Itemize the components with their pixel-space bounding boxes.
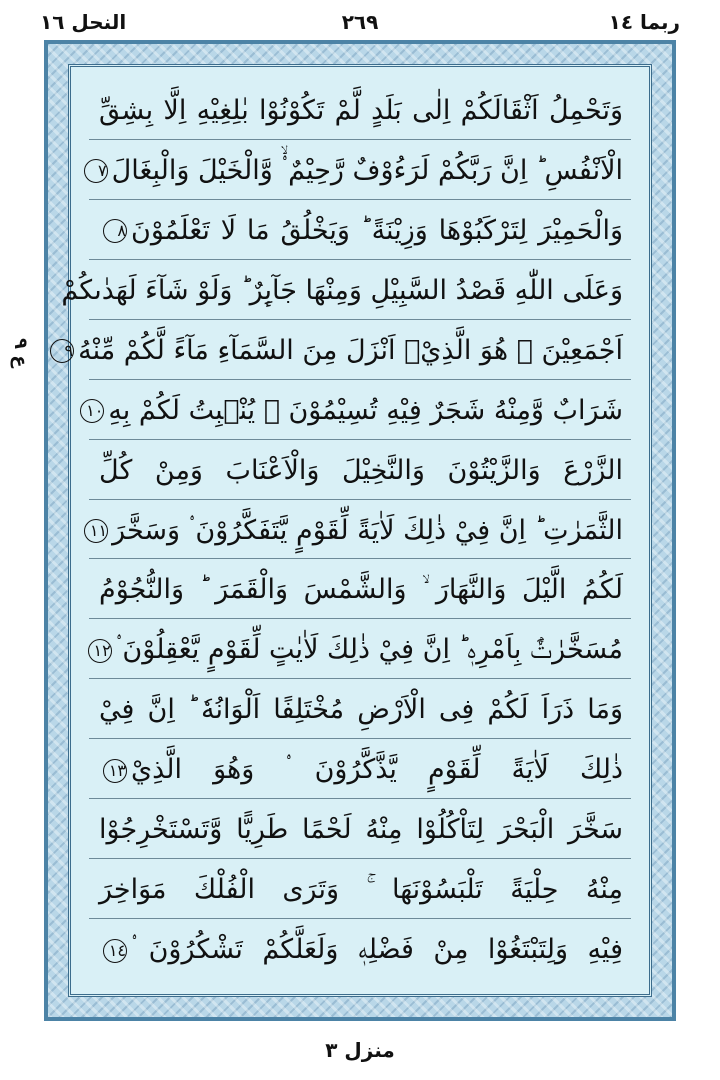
verse-line-8 <box>89 501 623 561</box>
ayah-marker: ١٢ <box>88 639 112 663</box>
line-rule <box>89 678 631 679</box>
verse-line-6 <box>86 381 623 441</box>
line-rule <box>89 319 631 320</box>
line-text: وَعَلَى اللّٰهِ قَصْدُ السَّبِيْلِ وَمِنْهَا جَآىِٕرٌ ؕ وَلَوْ شَآءَ لَهَدٰىكُمْ <box>61 274 623 306</box>
page-border <box>44 40 676 1021</box>
line-text: وَمَا ذَرَاَ لَكُمْ فِى الْاَرْضِ مُخْتَلِفًا اَلْوَانُهٗ ؕ اِنَّ فِيْ <box>99 694 623 726</box>
line-text: الثَّمَرٰتِ ؕ اِنَّ فِيْ ذٰلِكَ لَاٰيَةً لِّقَوْمٍ يَّتَفَكَّرُوْنَ ۟ وَسَخَّرَ <box>112 514 623 546</box>
line-text: وَالْحَمِيْرَ لِتَرْكَبُوْهَا وَزِيْنَةً ؕ وَيَخْلُقُ مَا لَا تَعْلَمُوْنَ <box>131 214 623 246</box>
line-text: اَجْمَعِيْنَ ۟ هُوَ الَّذِيْۤ اَنْزَلَ مِنَ السَّمَآءِ مَآءً لَّكُمْ مِّنْهُ <box>78 334 623 366</box>
verse-line-1 <box>99 81 623 141</box>
manzil-footer: منزل ٣ <box>325 1038 395 1062</box>
line-rule <box>89 798 631 799</box>
header-juz: ربما ١٤ <box>608 10 680 34</box>
line-text: فِيْهِ وَلِتَبْتَغُوْا مِنْ فَضْلِهٖ وَلَعَلَّكُمْ تَشْكُرُوْنَ ۟ <box>131 934 623 966</box>
ayah-marker: ٨ <box>103 219 127 243</box>
verse-line-11 <box>99 680 623 740</box>
line-rule <box>89 558 631 559</box>
ayah-marker: ١١ <box>84 519 108 543</box>
verse-line-3 <box>99 201 623 261</box>
line-rule <box>89 918 631 919</box>
ayah-marker: ١٣ <box>103 759 127 783</box>
line-rule <box>89 499 631 500</box>
line-text: وَتَحْمِلُ اَثْقَالَكُمْ اِلٰى بَلَدٍ لَّمْ تَكُوْنُوْا بٰلِغِيْهِ اِلَّا بِشِقِّ <box>99 95 623 126</box>
line-text: مُسَخَّرٰتٌۢ بِاَمْرِهٖ ؕ اِنَّ فِيْ ذٰلِكَ لَاٰيٰتٍ لِّقَوْمٍ يَّعْقِلُوْنَ ۟ <box>115 634 623 666</box>
verse-line-4 <box>61 261 623 321</box>
verse-line-13 <box>99 800 623 860</box>
line-rule <box>89 858 631 859</box>
line-rule <box>89 199 631 200</box>
line-text: الْاَنْفُسِ ؕ اِنَّ رَبَّكُمْ لَرَءُوْفٌ رَّحِيْمٌ ۟ۙ وَّالْخَيْلَ وَالْبِغَالَ <box>111 154 623 186</box>
verse-line-14 <box>99 860 623 920</box>
ruku-margin-mark: ع ٩ <box>10 338 31 368</box>
ayah-marker: ١٤ <box>103 939 127 963</box>
text-panel <box>61 64 652 997</box>
page-number: ٢٦٩ <box>341 10 379 34</box>
line-text: سَخَّرَ الْبَحْرَ لِتَاْكُلُوْا مِنْهُ لَحْمًا طَرِيًّا وَّتَسْتَخْرِجُوْا <box>99 814 623 846</box>
verse-line-9 <box>99 560 623 620</box>
line-rule <box>89 738 631 739</box>
line-rule <box>89 439 631 440</box>
verse-line-10 <box>93 620 623 680</box>
line-text: ذٰلِكَ لَاٰيَةً لِّقَوْمٍ يَّذَّكَّرُوْنَ ۟ وَهُوَ الَّذِيْ <box>131 754 623 786</box>
line-rule <box>89 379 631 380</box>
line-text: شَرَابٌ وَّمِنْهُ شَجَرٌ فِيْهِ تُسِيْمُوْنَ ۟ يُنْۢبِتُ لَكُمْ بِهِ <box>108 394 623 426</box>
line-rule <box>89 259 631 260</box>
line-text: لَكُمُ الَّيْلَ وَالنَّهَارَ ۙ وَالشَّمْسَ وَالْقَمَرَ ؕ وَالنُّجُوْمُ <box>99 574 623 606</box>
verse-line-7 <box>99 441 623 501</box>
verse-line-15 <box>99 920 623 980</box>
line-rule <box>89 139 631 140</box>
ayah-marker: ٧ <box>84 159 108 183</box>
line-text: مِنْهُ حِلْيَةً تَلْبَسُوْنَهَا ۚ وَتَرَى الْفُلْكَ مَوَاخِرَ <box>99 874 623 906</box>
header-surah: النحل ١٦ <box>40 10 127 34</box>
verse-line-12 <box>99 740 623 800</box>
ayah-marker: ٩ <box>50 339 74 363</box>
verse-line-2 <box>99 141 623 201</box>
verse-line-5 <box>64 321 623 381</box>
line-text: الزَّرْعَ وَالزَّيْتُوْنَ وَالنَّخِيْلَ وَالْاَعْنَابَ وَمِنْ كُلِّ <box>99 454 623 486</box>
line-rule <box>89 618 631 619</box>
ayah-marker: ١٠ <box>80 399 104 423</box>
